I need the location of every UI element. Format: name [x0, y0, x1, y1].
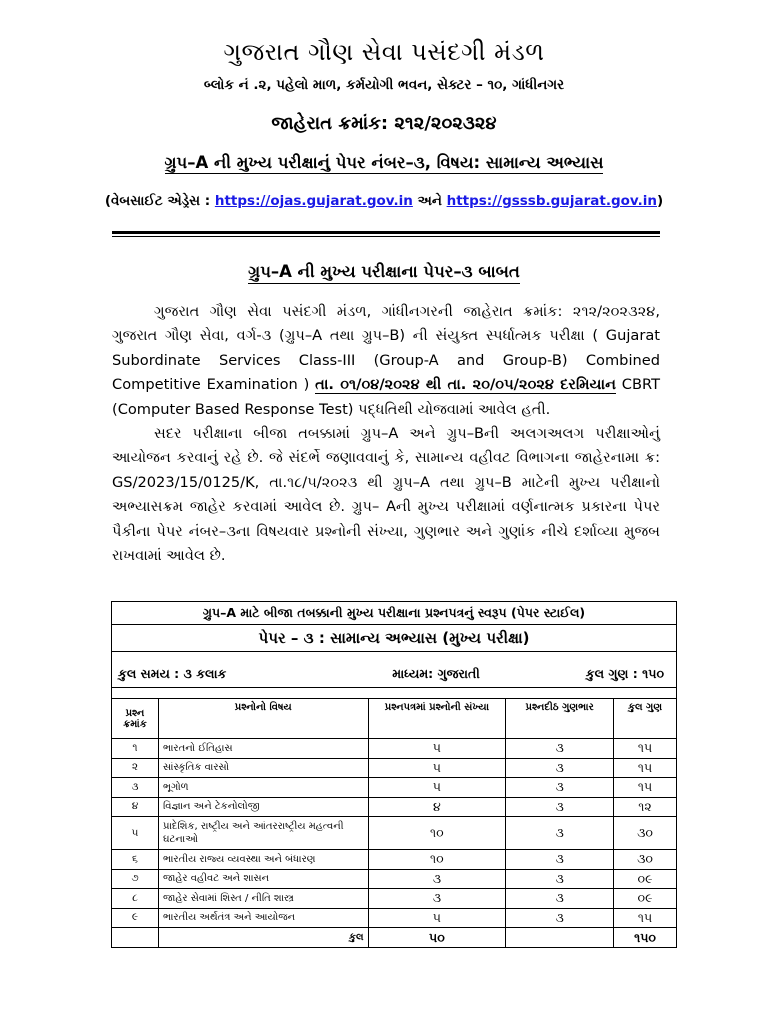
divider-thick — [112, 231, 660, 234]
exam-dates-highlight: તા. ૦૧/૦૪/૨૦૨૪ થી તા. ૨૦/૦૫/૨૦૨૪ દરમિયાન — [315, 376, 616, 394]
subject-line — [0, 153, 768, 173]
table-meta-row — [112, 661, 677, 688]
row-count: ૪ — [368, 797, 506, 817]
row-subject: ભારતનો ઈતિહાસ — [158, 739, 368, 759]
row-marks: ૧૫ — [614, 908, 677, 928]
row-weight: ૩ — [506, 778, 614, 798]
row-marks: ૩૦ — [614, 817, 677, 850]
row-weight: ૩ — [506, 758, 614, 778]
row-subject: સાંસ્કૃતિક વારસો — [158, 758, 368, 778]
section-heading-text: ગ્રુપ–A ની મુખ્ય પરીક્ષાના પેપર–૩ બાબત — [248, 262, 520, 284]
table-spacer — [112, 652, 677, 662]
row-count: ૧૦ — [368, 850, 506, 870]
row-marks: ૧૫ — [614, 758, 677, 778]
table-paper-name: પેપર – ૩ : સામાન્ય અભ્યાસ (મુખ્ય પરીક્ષા) — [112, 625, 677, 652]
body-text — [112, 300, 660, 568]
total-weight-empty — [506, 928, 614, 948]
org-address: બ્લોક નં .૨, પહેલો માળ, કર્મયોગી ભવન, સેક્ટર – ૧૦, ગાંધીનગર — [203, 77, 565, 93]
row-count: ૫ — [368, 778, 506, 798]
row-marks: ૦૯ — [614, 889, 677, 909]
website-prefix: (વેબસાઈટ એડ્રેસ : — [104, 193, 215, 209]
row-weight: ૩ — [506, 869, 614, 889]
row-sr: ૧ — [112, 739, 159, 759]
org-title: ગુજરાત ગૌણ સેવા પસંદગી મંડળ — [223, 38, 545, 66]
row-marks: ૩૦ — [614, 850, 677, 870]
row-sr: ૫ — [112, 817, 159, 850]
row-subject: ભારતીય રાજ્ય વ્યવસ્થા અને બંધારણ — [158, 850, 368, 870]
total-label: કુલ — [158, 928, 368, 948]
row-marks: ૧૫ — [614, 778, 677, 798]
row-subject: પ્રાદેશિક, રાષ્ટ્રીય અને આંતરરાષ્ટ્રીય મહત્વની ઘટનાઓ — [158, 817, 368, 850]
table-row — [112, 778, 677, 798]
row-weight: ૩ — [506, 850, 614, 870]
row-count: ૧૦ — [368, 817, 506, 850]
table-row — [112, 850, 677, 870]
table-row — [112, 817, 677, 850]
table-row — [112, 797, 677, 817]
total-count: ૫૦ — [368, 928, 506, 948]
row-weight: ૩ — [506, 889, 614, 909]
row-count: ૩ — [368, 869, 506, 889]
row-sr: ૬ — [112, 850, 159, 870]
row-count: ૫ — [368, 739, 506, 759]
row-subject: વિજ્ઞાન અને ટેકનોલોજી — [158, 797, 368, 817]
row-marks: ૧૫ — [614, 739, 677, 759]
row-marks: ૦૯ — [614, 869, 677, 889]
total-marks-label: કુલ ગુણ : ૧૫૦ — [585, 666, 664, 681]
row-sr: ૭ — [112, 869, 159, 889]
divider-thin — [112, 236, 660, 237]
paragraph-1-start: ગુજરાત ગૌણ સેવા પસંદગી મંડળ, ગાંધીનગરની જાહેરાત ક્રમાંક: ૨૧૨/૨૦૨૩૨૪, ગુજરાત ગૌણ સેવા, વર્ગ-૩ (ગ્રુપ–A તથા ગ્રુપ–B) ની સંયુક્ત સ્પર્ધાત્મક પરીક્ષા ( Gujarat Subordinate Services Class-III (Group-A and Group-B) Combined Competitive Examination ) — [112, 303, 660, 394]
paragraph-1 — [112, 300, 660, 422]
row-count: ૫ — [368, 908, 506, 928]
table-row — [112, 869, 677, 889]
subject-text: ગ્રુપ–A ની મુખ્ય પરીક્ષાનું પેપર નંબર–૩, વિષય: સામાન્ય અભ્યાસ — [164, 153, 604, 172]
header-count: પ્રશ્નપત્રમાં પ્રશ્નોની સંખ્યા — [368, 699, 506, 739]
syllabus-table — [111, 601, 677, 948]
table-header-row — [112, 699, 677, 739]
table-row — [112, 739, 677, 759]
total-empty — [112, 928, 159, 948]
website-line — [0, 193, 768, 209]
table-row — [112, 908, 677, 928]
row-count: ૩ — [368, 889, 506, 909]
medium-label: માધ્યમ: ગુજરાતી — [392, 666, 480, 681]
paragraph-2: સદર પરીક્ષાના બીજા તબક્કામાં ગ્રુપ–A અને ગ્રુપ–Bની અલગઅલગ પરીક્ષાઓનું આયોજન કરવાનું રહે છે. જે સંદર્ભે જણાવવાનું કે, સામાન્ય વહીવટ વિભાગના જાહેરનામા ક્ર: GS/2023/15/0125/K, તા.૧૮/૫/૨૦૨૩ થી ગ્રુપ–A તથા ગ્રુપ–B માટેની મુખ્ય પરીક્ષાનો અભ્યાસક્રમ જાહેર કરવામાં આવેલ છે. ગ્રુપ– Aની મુખ્ય પરીક્ષામાં વર્ણનાત્મક પ્રકારના પેપર પૈકીના પેપર નંબર–૩ના વિષયવાર પ્રશ્નોની સંખ્યા, ગુણભાર અને ગુણાંક નીચે દર્શાવ્યા મુજબ રાખવામાં આવેલ છે. — [112, 425, 660, 565]
table-row — [112, 889, 677, 909]
duration-label: કુલ સમય : ૩ કલાક — [118, 666, 227, 681]
gsssb-link[interactable]: https://gsssb.gujarat.gov.in — [446, 193, 657, 209]
row-sr: ૪ — [112, 797, 159, 817]
header-weight: પ્રશ્નદીઠ ગુણભાર — [506, 699, 614, 739]
table-gap — [112, 688, 677, 699]
table-row — [112, 758, 677, 778]
row-count: ૫ — [368, 758, 506, 778]
row-weight: ૩ — [506, 797, 614, 817]
website-suffix: ) — [657, 193, 664, 209]
row-weight: ૩ — [506, 908, 614, 928]
row-sr: ૯ — [112, 908, 159, 928]
row-subject: ભારતીય અર્થતંત્ર અને આયોજન — [158, 908, 368, 928]
table-total-row — [112, 928, 677, 948]
row-sr: ૩ — [112, 778, 159, 798]
row-subject: જાહેર સેવામાં શિસ્ત / નીતિ શાસ્ત્ર — [158, 889, 368, 909]
header-subject: પ્રશ્નોનો વિષય — [158, 699, 368, 739]
row-subject: ભૂગોળ — [158, 778, 368, 798]
row-marks: ૧૨ — [614, 797, 677, 817]
section-heading — [0, 262, 768, 282]
row-subject: જાહેર વહીવટ અને શાસન — [158, 869, 368, 889]
advertisement-number: જાહેરાત ક્રમાંક: ૨૧૨/૨૦૨૩૨૪ — [271, 113, 497, 134]
header-sr: પ્રશ્ન ક્રમાંક — [112, 699, 159, 739]
table-title: ગ્રુપ–A માટે બીજા તબક્કાની મુખ્ય પરીક્ષાના પ્રશ્નપત્રનું સ્વરૂપ (પેપર સ્ટાઈલ) — [112, 602, 677, 625]
website-and: અને — [412, 193, 447, 209]
row-sr: ૨ — [112, 758, 159, 778]
row-weight: ૩ — [506, 739, 614, 759]
row-sr: ૮ — [112, 889, 159, 909]
row-weight: ૩ — [506, 817, 614, 850]
total-marks: ૧૫૦ — [614, 928, 677, 948]
paragraph-1-end: CBRT (Computer Based Response Test) પદ્ધતિથી યોજવામાં આવેલ હતી. — [112, 376, 660, 418]
header-marks: કુલ ગુણ — [614, 699, 677, 739]
ojas-link[interactable]: https://ojas.gujarat.gov.in — [214, 193, 413, 209]
